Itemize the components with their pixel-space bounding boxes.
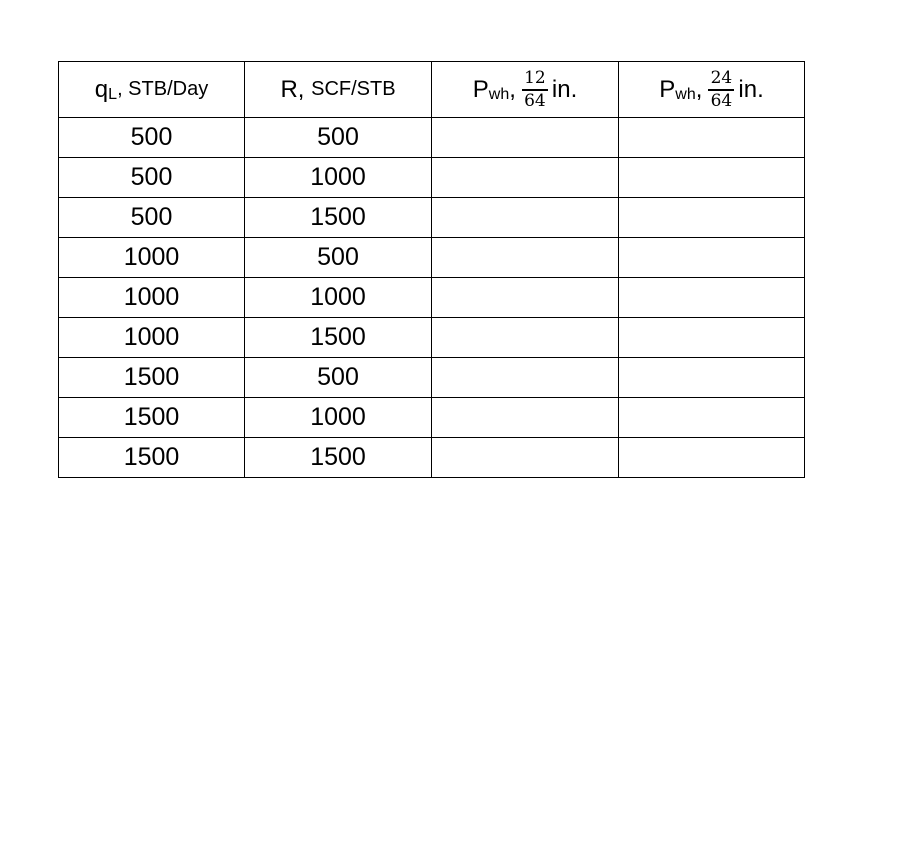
header-pwh-24-suffix: in.	[738, 75, 764, 103]
cell-gas-liquid-ratio: 1500	[245, 198, 432, 238]
header-pwh-12-symbol: P	[472, 75, 489, 103]
header-row	[59, 62, 805, 118]
header-liquid-rate-symbol: q	[94, 75, 109, 103]
cell-gas-liquid-ratio: 1000	[245, 278, 432, 318]
table-row	[59, 398, 805, 438]
cell-pwh-12	[432, 278, 619, 318]
choke-size-fraction-12	[522, 67, 548, 111]
cell-liquid-rate: 1000	[59, 278, 245, 318]
cell-liquid-rate: 1500	[59, 358, 245, 398]
cell-liquid-rate: 500	[59, 198, 245, 238]
table-row	[59, 118, 805, 158]
fraction-numerator: 12	[524, 67, 546, 88]
cell-pwh-24	[619, 158, 805, 198]
cell-gas-liquid-ratio: 500	[245, 238, 432, 278]
header-pwh-12-subscript: wh	[488, 85, 510, 103]
table-row	[59, 238, 805, 278]
table-row	[59, 278, 805, 318]
header-pwh-24-symbol: P	[659, 75, 676, 103]
header-pwh-choke-12	[432, 62, 619, 118]
fraction-denominator: 64	[710, 90, 733, 111]
fraction-numerator: 24	[710, 67, 733, 88]
table-row	[59, 318, 805, 358]
header-pwh-24-subscript: wh	[675, 85, 696, 103]
table-row	[59, 358, 805, 398]
cell-pwh-12	[432, 118, 619, 158]
cell-gas-liquid-ratio: 1000	[245, 158, 432, 198]
cell-pwh-12	[432, 438, 619, 478]
header-pwh-12-suffix: in.	[551, 75, 578, 103]
cell-pwh-24	[619, 318, 805, 358]
cell-pwh-12	[432, 318, 619, 358]
cell-liquid-rate: 500	[59, 158, 245, 198]
header-liquid-rate-subscript: L	[108, 85, 118, 103]
cell-pwh-24	[619, 398, 805, 438]
header-pwh-24-separator: ,	[695, 75, 703, 103]
table-header	[59, 62, 805, 118]
cell-pwh-12	[432, 358, 619, 398]
cell-liquid-rate: 1500	[59, 398, 245, 438]
cell-pwh-12	[432, 238, 619, 278]
cell-gas-liquid-ratio: 500	[245, 118, 432, 158]
fraction-denominator: 64	[524, 90, 546, 111]
header-gas-liquid-ratio	[245, 62, 432, 118]
cell-pwh-24	[619, 438, 805, 478]
header-liquid-rate-unit: , STB/Day	[117, 78, 209, 100]
header-liquid-rate	[59, 62, 245, 118]
table-row	[59, 438, 805, 478]
cell-gas-liquid-ratio: 1500	[245, 438, 432, 478]
cell-pwh-12	[432, 198, 619, 238]
cell-gas-liquid-ratio: 1500	[245, 318, 432, 358]
cell-pwh-12	[432, 158, 619, 198]
cell-liquid-rate: 1000	[59, 318, 245, 358]
header-pwh-12-separator: ,	[509, 75, 516, 103]
cell-pwh-24	[619, 238, 805, 278]
cell-pwh-24	[619, 278, 805, 318]
choke-size-fraction-24	[708, 67, 734, 111]
cell-liquid-rate: 500	[59, 118, 245, 158]
cell-pwh-24	[619, 198, 805, 238]
cell-pwh-24	[619, 358, 805, 398]
cell-pwh-24	[619, 118, 805, 158]
table-body	[59, 118, 805, 478]
cell-gas-liquid-ratio: 1000	[245, 398, 432, 438]
header-gas-liquid-ratio-symbol: R,	[280, 75, 305, 103]
flow-data-table	[58, 61, 805, 478]
cell-gas-liquid-ratio: 500	[245, 358, 432, 398]
header-gas-liquid-ratio-unit: SCF/STB	[311, 78, 396, 100]
cell-liquid-rate: 1500	[59, 438, 245, 478]
header-pwh-choke-24	[619, 62, 805, 118]
table-row	[59, 158, 805, 198]
cell-pwh-12	[432, 398, 619, 438]
table-row	[59, 198, 805, 238]
cell-liquid-rate: 1000	[59, 238, 245, 278]
